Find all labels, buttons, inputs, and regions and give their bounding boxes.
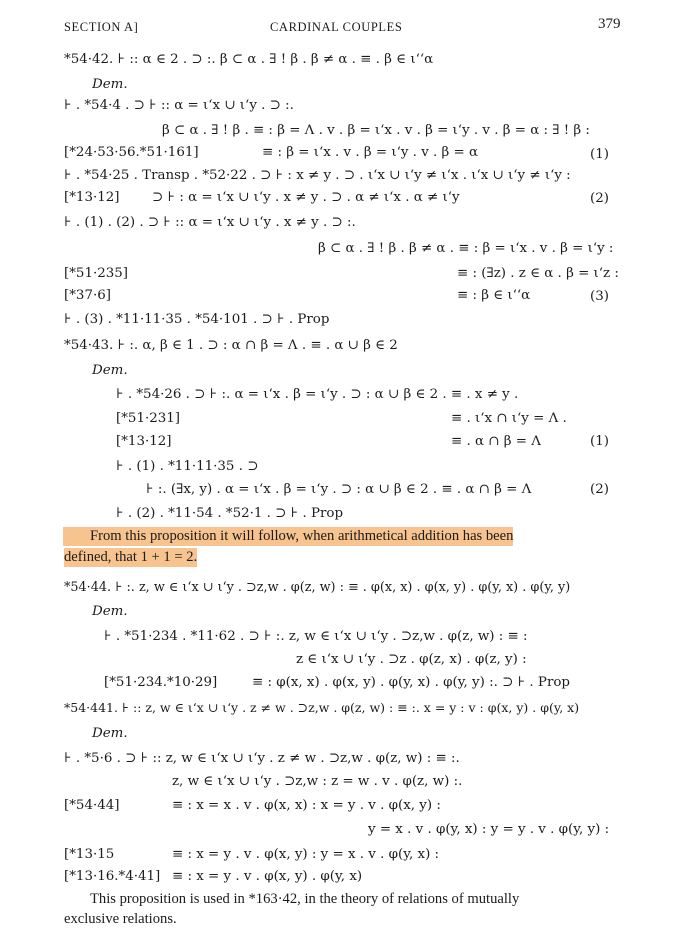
citation: [*13·12]	[116, 434, 172, 449]
proof-line: ⊦ . (1) . (2) . ⊃ ⊦ :: α = ι‘x ∪ ι‘y . x ≠ y . ⊃ :.	[64, 215, 356, 230]
proof-line: ≡ : x = y . v . φ(x, y) . φ(y, x)	[172, 869, 363, 884]
proof-line: ≡ : (∃z) . z ∈ α . β = ι‘z :	[457, 266, 619, 281]
highlighted-remark-line-1: From this proposition it will follow, when arithmetical addition has been	[63, 527, 513, 546]
proof-line: ⊦ . *51·234 . *11·62 . ⊃ ⊦ :. z, w ∈ ι‘x ∪ ι‘y . ⊃z,w . φ(z, w) : ≡ :	[104, 629, 528, 644]
closing-remark-line-2: exclusive relations.	[64, 911, 177, 927]
proof-line: ⊦ . (1) . *11·11·35 . ⊃	[116, 459, 259, 474]
proof-line: ⊦ :. (∃x, y) . α = ι‘x . β = ι‘y . ⊃ : α ∪ β ∈ 2 . ≡ . α ∩ β = Λ	[146, 482, 532, 497]
dem-label: Dem.	[92, 726, 128, 741]
proof-line: z ∈ ι‘x ∪ ι‘y . ⊃z . φ(z, x) . φ(z, y) :	[296, 652, 527, 667]
proof-line: y = x . v . φ(y, x) : y = y . v . φ(y, y) :	[368, 822, 610, 837]
page-number: 379	[598, 16, 621, 32]
highlighted-remark	[64, 548, 197, 566]
citation: [*54·44]	[64, 798, 120, 813]
dem-label: Dem.	[92, 363, 128, 378]
citation: [*51·231]	[116, 411, 180, 426]
highlighted-remark	[64, 527, 513, 545]
dem-label: Dem.	[92, 604, 128, 619]
citation: [*51·235]	[64, 266, 128, 281]
proof-line: ⊦ . (2) . *11·54 . *52·1 . ⊃ ⊦ . Prop	[116, 506, 344, 521]
proof-line: ⊃ ⊦ : α = ι‘x ∪ ι‘y . x ≠ y . ⊃ . α ≠ ι‘x . α ≠ ι‘y	[152, 190, 460, 205]
citation: [*51·234.*10·29]	[104, 675, 218, 690]
highlighted-remark-line-2: defined, that 1 + 1 = 2.	[64, 549, 198, 565]
dem-label: Dem.	[92, 77, 128, 92]
proof-line: ⊦ . *5·6 . ⊃ ⊦ :: z, w ∈ ι‘x ∪ ι‘y . z ≠ w . ⊃z,w . φ(z, w) : ≡ :.	[64, 751, 460, 766]
running-head-section: SECTION A]	[64, 20, 139, 34]
proposition-54-44: *54·44. ⊦ :. z, w ∈ ι‘x ∪ ι‘y . ⊃z,w . φ(z, w) : ≡ . φ(x, x) . φ(x, y) . φ(y, x) . φ(y, y)	[64, 580, 571, 595]
citation: [*13·12]	[64, 190, 120, 205]
proof-line: β ⊂ α . ∃ ! β . ≡ : β = Λ . v . β = ι‘x . v . β = ι‘y . v . β = α : ∃ ! β :	[162, 123, 590, 138]
proposition-54-42: *54·42. ⊦ :: α ∈ 2 . ⊃ :. β ⊂ α . ∃ ! β . β ≠ α . ≡ . β ∈ ι‘‘α	[64, 52, 434, 67]
proof-line: ≡ : x = y . v . φ(x, y) : y = x . v . φ(y, x) :	[172, 847, 440, 862]
proof-line: β ⊂ α . ∃ ! β . β ≠ α . ≡ : β = ι‘x . v . β = ι‘y :	[318, 241, 614, 256]
equation-number: (2)	[590, 191, 609, 206]
running-head-title: CARDINAL COUPLES	[270, 20, 403, 34]
closing-remark-line-1: This proposition is used in *163·42, in the theory of relations of mutually	[90, 891, 520, 907]
proof-line: ≡ . α ∩ β = Λ	[451, 434, 541, 449]
proof-line: ≡ : β ∈ ι‘‘α	[457, 288, 531, 303]
proposition-54-43: *54·43. ⊦ :. α, β ∈ 1 . ⊃ : α ∩ β = Λ . ≡ . α ∪ β ∈ 2	[64, 338, 398, 353]
proof-line: ⊦ . *54·26 . ⊃ ⊦ :. α = ι‘x . β = ι‘y . ⊃ : α ∪ β ∈ 2 . ≡ . x ≠ y .	[116, 387, 519, 402]
proof-line: ≡ : φ(x, x) . φ(x, y) . φ(y, x) . φ(y, y) :. ⊃ ⊦ . Prop	[252, 675, 570, 690]
proof-line: ⊦ . *54·4 . ⊃ ⊦ :: α = ι‘x ∪ ι‘y . ⊃ :.	[64, 98, 294, 113]
equation-number: (3)	[590, 289, 609, 304]
proof-line: ≡ : β = ι‘x . v . β = ι‘y . v . β = α	[262, 145, 479, 160]
citation: [*37·6]	[64, 288, 111, 303]
proof-line: ≡ : x = x . v . φ(x, x) : x = y . v . φ(x, y) :	[172, 798, 441, 813]
proposition-54-441: *54·441. ⊦ :: z, w ∈ ι‘x ∪ ι‘y . z ≠ w . ⊃z,w . φ(z, w) : ≡ :. x = y : v : φ(x, y) . φ(y, x)	[64, 700, 580, 715]
proof-line: ≡ . ι‘x ∩ ι‘y = Λ .	[451, 411, 567, 426]
equation-number: (1)	[590, 434, 609, 449]
citation: [*13·16.*4·41]	[64, 869, 161, 884]
equation-number: (2)	[590, 482, 609, 497]
proof-line: z, w ∈ ι‘x ∪ ι‘y . ⊃z,w : z = w . v . φ(z, w) :.	[172, 774, 463, 789]
citation: [*13·15	[64, 847, 115, 862]
proof-line: ⊦ . (3) . *11·11·35 . *54·101 . ⊃ ⊦ . Prop	[64, 312, 330, 327]
citation: [*24·53·56.*51·161]	[64, 145, 199, 160]
equation-number: (1)	[590, 147, 609, 162]
proof-line: ⊦ . *54·25 . Transp . *52·22 . ⊃ ⊦ : x ≠ y . ⊃ . ι‘x ∪ ι‘y ≠ ι‘x . ι‘x ∪ ι‘y ≠ ι‘y :	[64, 168, 571, 183]
